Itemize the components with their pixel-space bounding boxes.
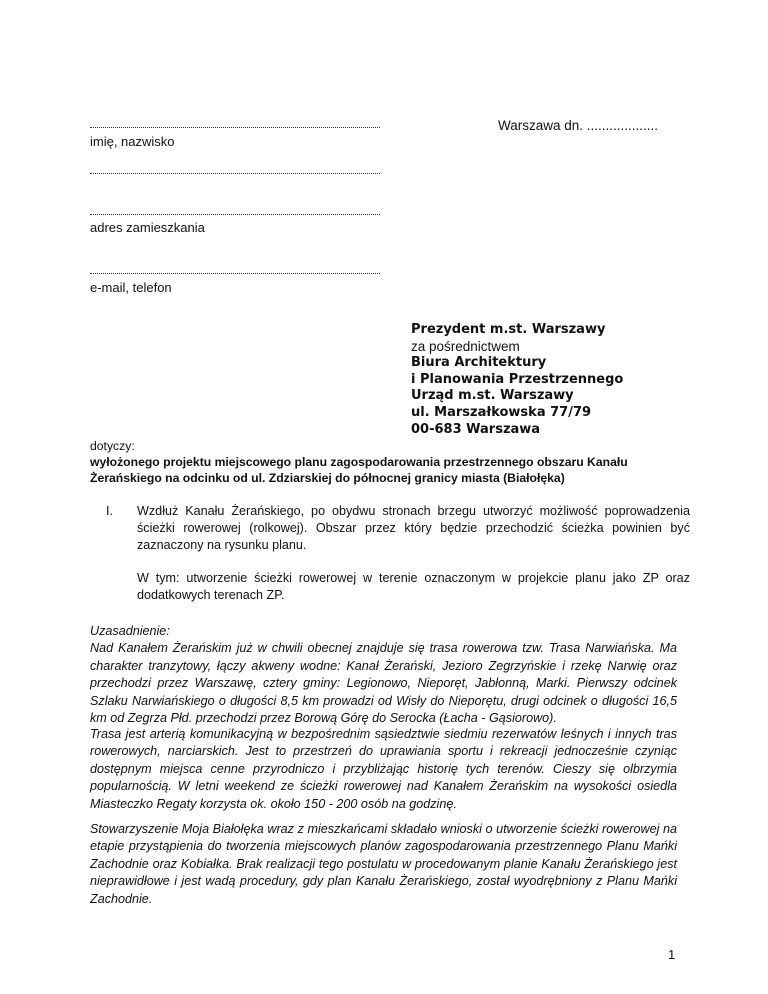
address-label: adres zamieszkania <box>90 220 205 235</box>
subject-intro: dotyczy: <box>90 439 135 453</box>
addressee-block <box>411 322 623 438</box>
section-paragraph-1: Wzdłuż Kanału Żerańskiego, po obydwu stronach brzegu utworzyć możliwość poprowadzenia ścieżki rowerowej (rolkowej). Obszar przez który będzie przechodzić ścieżka powinien być zaznaczony na rysunku planu. <box>137 504 690 552</box>
page-number: 1 <box>668 947 676 962</box>
justification-paragraph-2: Trasa jest arterią komunikacyjną w bezpośrednim sąsiedztwie siedmiu rezerwatów leśnych i innych tras rowerowych, narciarskich. Jest to przestrzeń do uprawiania sportu i rekreacji jednocześnie czyniąc dostępnym miejsca cenne przyrodniczo i przybliżając historię tych terenów. Cieszy się olbrzymia popularnością. W letni weekend ze ścieżki rowerowej nad Kanałem Żerańskim na wysokości osiedla Miasteczko Regaty korzysta ok. około 150 - 200 osób na godzinę. <box>90 727 677 811</box>
addressee-line-5: Urząd m.st. Warszawy <box>411 388 574 404</box>
addressee-line-1: Prezydent m.st. Warszawy <box>411 322 606 337</box>
addressee-line-4: i Planowania Przestrzennego <box>411 371 624 387</box>
addressee-line-2: za pośrednictwem <box>411 338 520 354</box>
section-one <box>90 503 690 604</box>
addressee-line-7: 00-683 Warszawa <box>411 421 541 437</box>
justification-block-2 <box>90 726 677 813</box>
date-line: Warszawa dn. ................... <box>498 118 659 133</box>
subject-line-2: Żerańskiego na odcinku od ul. Zdziarskiej do północnej granicy miasta (Białołęka) <box>90 471 565 485</box>
name-label: imię, nazwisko <box>90 134 175 149</box>
contact-label: e-mail, telefon <box>90 280 172 295</box>
justification-heading: Uzasadnienie: <box>90 624 170 638</box>
addressee-line-3: Biura Architektury <box>411 355 547 371</box>
name-dotted-line <box>90 127 380 128</box>
justification-paragraph-3: Stowarzyszenie Moja Białołęka wraz z mieszkańcami składało wnioski o utworzenie ścieżki rowerowej na etapie przystąpienia do tworzenia miejscowych planów zagospodarowania przestrzennego Planu Mańki Zachodnie oraz Kobiałka. Brak realizacji tego postulatu w procedowanym planie Kanału Żerańskiego jest nieprawidłowe i jest wadą procedury, gdy plan Kanału Żerańskiego, został wyodrębniony z Planu Mańki Zachodnie. <box>90 822 677 906</box>
extra-dotted-line <box>90 173 380 174</box>
justification-block-1 <box>90 623 677 727</box>
contact-dotted-line <box>90 273 380 274</box>
address-dotted-line <box>90 214 380 215</box>
justification-paragraph-1: Nad Kanałem Żerańskim już w chwili obecnej znajduje się trasa rowerowa tzw. Trasa Narwiańska. Ma charakter tranzytowy, łączy akweny wodne: Kanał Żerański, Jezioro Zegrzyńskie i rzekę Narwię oraz przechodzi przez Warszawę, cztery gminy: Legionowo, Nieporęt, Jabłonną, Marki. Pierwszy odcinek Szlaku Narwiańskiego o długości 8,5 km prowadzi od Wisły do Nieporętu, drugi odcinek o długości 16,5 km od Zegrza Płd. przechodzi przez Borową Górę do Serocka (Łacha - Gąsiorowo). <box>90 641 677 726</box>
subject-block <box>90 438 690 486</box>
subject-line-1: wyłożonego projektu miejscowego planu zagospodarowania przestrzennego obszaru Kanału <box>90 455 628 469</box>
section-number: I. <box>106 504 113 518</box>
justification-block-3 <box>90 821 677 908</box>
addressee-line-6: ul. Marszałkowska 77/79 <box>411 404 592 420</box>
section-paragraph-2: W tym: utworzenie ścieżki rowerowej w terenie oznaczonym w projekcie planu jako ZP oraz dodatkowych terenach ZP. <box>137 571 690 602</box>
